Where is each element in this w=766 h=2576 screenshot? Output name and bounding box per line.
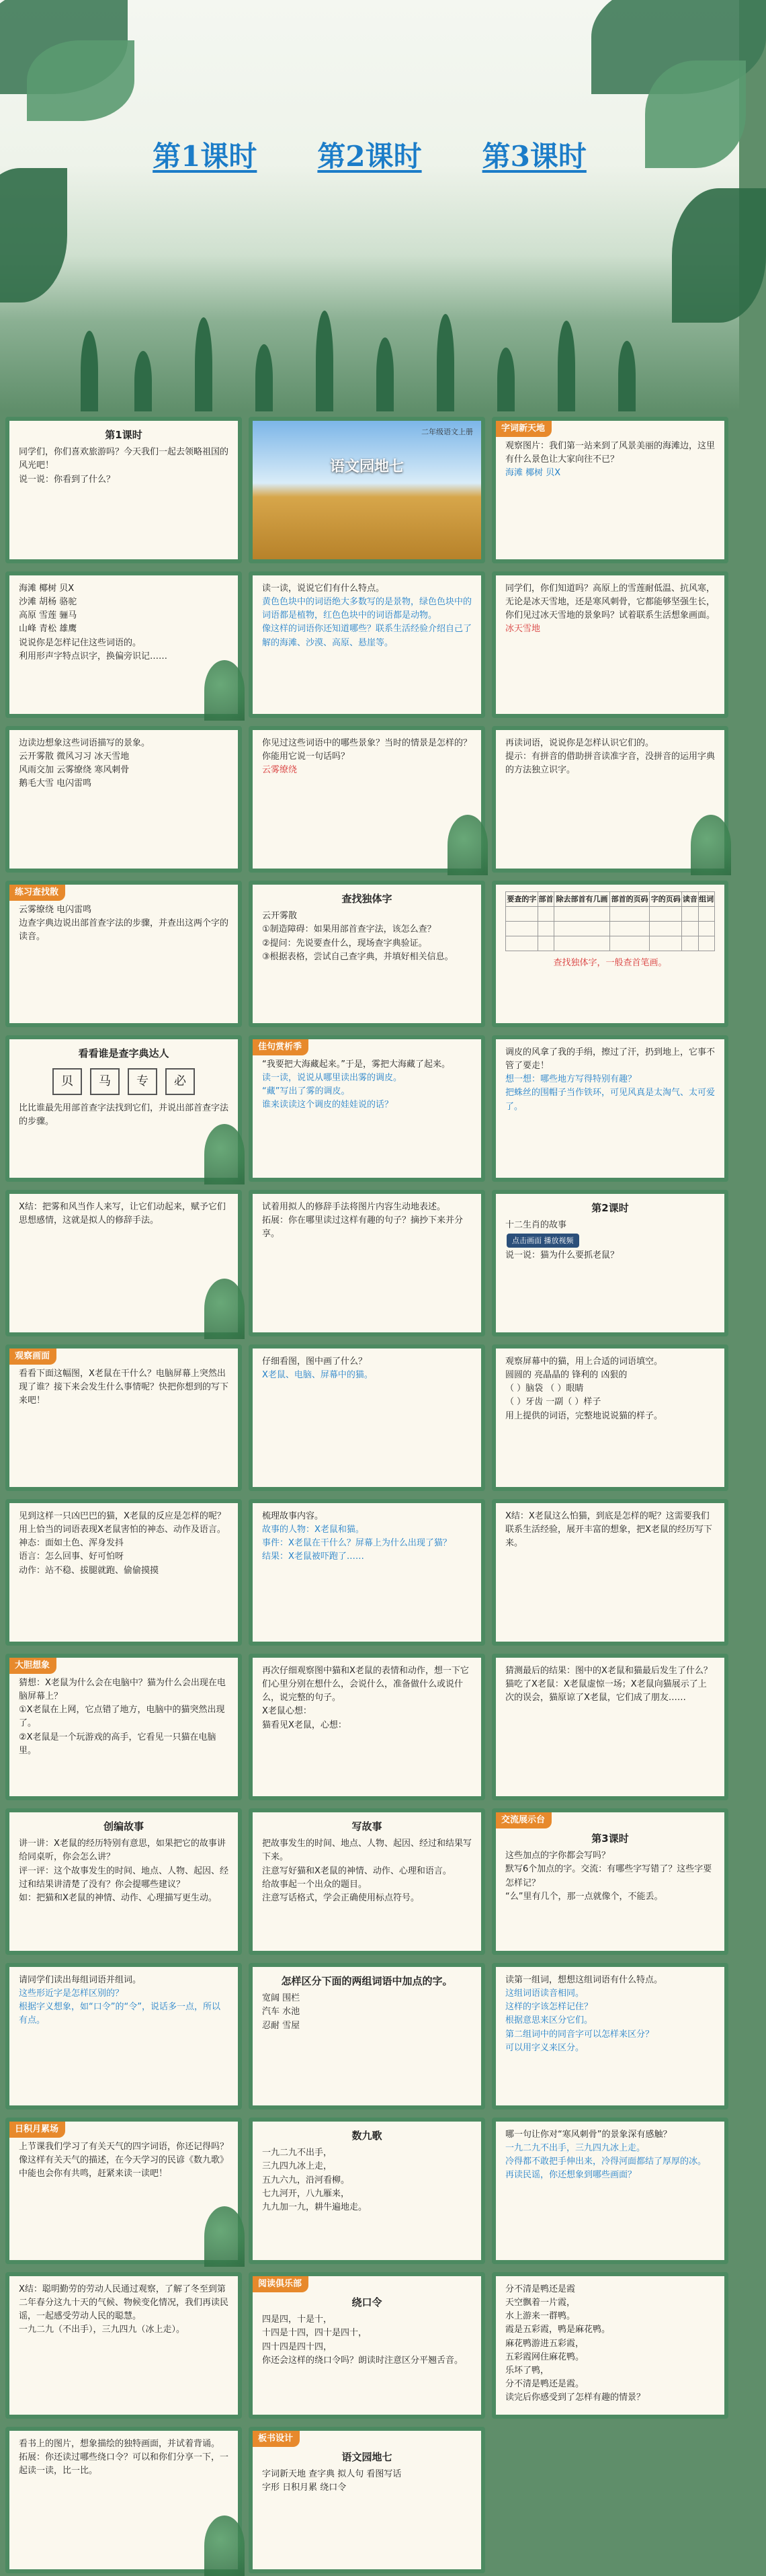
slide-text-line: 想一想：哪些地方写得特别有趣？ [505,1074,637,1085]
slide-body [262,1510,472,1564]
slide-thumbnail[interactable] [5,1654,242,1800]
slide-section-tag: 大胆想象 [9,1658,56,1674]
slide-text-line: 猜想：X老鼠为什么会在电脑中？猫为什么会出现在电脑屏幕上？ [19,1678,226,1702]
lookup-table [505,891,715,951]
slide-thumbnail[interactable] [492,571,728,718]
slide-text-line: 边查字典边说出部首查字法的步骤，并查出这两个字的读音。 [19,918,229,942]
slide-text-line: 观察屏幕中的猫，用上合适的词语填空。 [505,1357,663,1367]
grass-decoration [316,311,333,411]
slide-thumbnail[interactable] [5,2427,242,2573]
slide-text-line: 同学们，你们知道吗？高原上的雪莲耐低温、抗风寒，无论是冰天雪地，还是寒风刺骨，它都能够坚强生长，你们见过冰天雪地的景象吗？试着联系生活想象画面。 [505,583,716,621]
slide-thumbnail[interactable] [249,2272,485,2419]
slide-thumbnail[interactable] [5,1035,242,1182]
slide-title: 第2课时 [591,1202,629,1214]
slide-text-line: 你见过这些词语中的哪些景象？当时的情景是怎样的？你能用它说一句话吗？ [262,738,472,762]
slide-body [19,1510,228,1578]
slide-body [19,737,228,791]
slide-text-line: 字词新天地 查字典 拟人句 看图写话 [262,2469,402,2480]
plant-decoration [204,1124,245,1184]
table-cell[interactable] [609,936,649,951]
slide-text-line: 猫吃了X老鼠：X老鼠虚惊一场；X老鼠向猫展示了上次的误会，猫原谅了X老鼠，它们成了朋友…… [505,1679,707,1703]
slide-text-line: 冷得都不敢把手伸出来，冷得河面都结了厚厚的冰。 [505,2157,707,2167]
slide-body [19,2140,228,2181]
grass-decoration [195,317,212,411]
plant-decoration [204,1279,245,1339]
slide-text-line: 霞是五彩霞，鸭是麻花鸭。 [505,2325,611,2335]
slide-body [262,1819,472,1905]
slide-text-line: X结：把雾和风当作人来写，让它们动起来，赋予它们思想感情，这就是拟人的修辞手法。 [19,1202,226,1226]
table-cell[interactable] [698,936,714,951]
table-header-cell: 部首 [538,892,554,907]
leaf-decoration [0,168,67,303]
slide-text-line: 读一读，说说它们有什么特点。 [262,583,385,594]
slide-text-line: 边读边想象这些词语描写的景象。 [19,738,151,748]
slide-text-line: 猜测最后的结果：图中的X老鼠和猫最后发生了什么？ [505,1666,712,1676]
slide-text-line: （ ）牙齿 一副（ ）样子 [505,1397,601,1408]
slide-text-line: X老鼠、电脑、屏幕中的猫。 [262,1370,373,1381]
plant-decoration [204,2515,245,2576]
slide-text-line: 读第一组词，想想这组词语有什么特点。 [505,1975,663,1985]
slide-thumbnail[interactable] [249,2427,485,2573]
slide-title: 语文园地七 [329,458,404,475]
slide-text-line: 云开雾散 微风习习 冰天雪地 [19,752,130,762]
slide-text-line: ①制造障碍：如果用部首查字法，该怎么查？ [262,924,436,935]
table-cell[interactable] [682,907,698,922]
slide-thumbnail[interactable] [5,1344,242,1491]
slide-text-line: 一九二九（不出手），三九四九（冰上走）。 [19,2325,185,2335]
slide-text-line: 评一评：这个故事发生的时间、地点、人物、起因、经过和结果讲清楚了没有？你会提哪些建议？ [19,1865,229,1890]
slide-text-line: 上节课我们学习了有关天气的四字词语，你还记得吗？像这样有关天气的描述，在今天学习的民谚《数九歌》中能也会你有共鸣，赶紧来读一读吧！ [19,2142,229,2179]
slide-text-line: 四是四，十是十， [262,2315,333,2325]
slide-text-line: 三九四九冰上走， [262,2161,333,2172]
slide-body [262,1355,472,1382]
slide-body [505,1831,715,1904]
slide-thumbnail[interactable] [249,1963,485,2109]
slide-body [19,903,228,944]
plant-decoration [691,815,731,875]
table-header-cell: 要查的字 [506,892,538,907]
slide-text-line: 鹅毛大雪 电闪雷鸣 [19,778,92,789]
slide-text-line: 拓展：你还读过哪些绕口令？可以和你们分享一下，一起读一读，比一比。 [19,2452,229,2477]
slide-text-line: 事件：X老鼠在干什么？屏幕上为什么出现了猫？ [262,1538,452,1549]
slide-section-tag: 字词新天地 [496,421,552,437]
slide-text-line: “么”里有几个，那一点就像个，不能丢。 [505,1891,663,1902]
slide-thumbnail[interactable] [5,1808,242,1955]
slide-text-line: 注意写好猫和X老鼠的神情、动作、心理和语言。 [262,1865,452,1876]
slide-title: 查找独体字 [341,893,392,905]
grass-decoration [618,341,636,411]
slide-text-line: 猫看见X老鼠，心想： [262,1720,347,1730]
table-cell[interactable] [650,907,682,922]
slide-text-line: X老鼠心想： [262,1706,312,1717]
slide-text-line: 根据意思来区分它们。 [505,2015,593,2026]
slide-text-line: 一九二九不出手， [262,2148,333,2159]
slide-thumbnail[interactable] [492,1035,728,1182]
slide-text-line: 读一读，说说从哪里读出雾的调皮。 [262,1073,402,1084]
slide-text-line: 十二生肖的故事 [505,1220,567,1231]
slide-text-line: 沙滩 胡杨 骆驼 [19,597,77,608]
slide-text-line: 云开雾散 [262,911,298,922]
grass-decoration [437,314,454,411]
slide-text-line: 你还会这样的绕口令吗？朗读时注意区分平翘舌音。 [262,2355,464,2366]
slide-text-line: 十四是十四，四十是四十， [262,2328,368,2339]
slide-text-line: 一九二九不出手，三九四九冰上走。 [505,2143,646,2154]
slide-thumbnail[interactable] [5,726,242,873]
slide-text-line: 利用形声字特点识字，换偏旁识记…… [19,651,168,661]
slide-text-line: 分不清是鸭还是霞 [505,2284,576,2294]
slide-text-line: 读完后你感受到了怎样有趣的情景？ [505,2392,646,2403]
slide-body [262,1058,472,1113]
slide-text-line: 给故事起一个出众的题目。 [262,1879,368,1890]
slide-text-line: 把故事发生的时间、地点、人物、起因、经过和结果写下来。 [262,1839,472,1863]
slide-text-line: 注意写话格式，学会正确使用标点符号。 [262,1892,420,1903]
slide-thumbnail[interactable] [5,1190,242,1336]
slide-text-line: 见到这样一只凶巴巴的猫，X老鼠的反应是怎样的呢？用上恰当的词语表现X老鼠害怕的神态、动作及语言。 [19,1511,226,1535]
slide-section-tag: 观察画面 [9,1349,56,1365]
slide-text-line: 梳理故事内容。 [262,1511,324,1521]
slide-text-line: 语言：怎么回事、好可怕呀 [19,1552,124,1562]
slide-title: 第3课时 [591,1833,629,1845]
slide-thumbnail[interactable] [249,1344,485,1491]
slide-body [19,1201,228,1227]
slide-thumbnail[interactable] [492,1808,728,1955]
slide-text-line: 风雨交加 云雾缭绕 寒风刺骨 [19,765,130,776]
table-header-cell: 组词 [698,892,714,907]
table-cell[interactable] [650,922,682,936]
slide-section-tag: 练习查找散 [9,885,65,901]
slide-text-line: 忍耐 雪屋 [262,2020,300,2031]
slide-text-line: 看书上的图片，想象描绘的独特画面，并试着背诵。 [19,2439,220,2449]
slide-title: 数九歌 [351,2130,382,2142]
slide-title: 怎样区分下面的两组词语中加点的字。 [281,1975,453,1987]
grass-decoration [255,344,273,411]
slide-text-line: 字形 日积月累 绕口令 [262,2483,347,2493]
grass-decoration [376,337,394,411]
slide-text-line: 结果：X老鼠被吓跑了…… [262,1552,364,1562]
table-header-cell: 读音 [682,892,698,907]
slide-text-line: 天空飘着一片霞， [505,2298,576,2308]
slide-body [19,1974,228,2028]
leaf-decoration [672,188,766,323]
table-cell[interactable] [506,922,538,936]
slide-text-line: 这些形近字是怎样区别的？ [19,1988,124,1999]
slide-body [19,1046,228,1129]
slide-body [505,2128,715,2183]
slide-body [19,1819,228,1905]
slide-body [19,582,228,663]
slide-section-tag: 交流展示台 [496,1812,552,1828]
slide-body [505,2283,715,2405]
slide-text-line: ②X老鼠是一个玩游戏的高手，它看见一只猫在电脑里。 [19,1732,216,1756]
slide-text-line: 如：把猫和X老鼠的神情、动作、心理描写更生动。 [19,1892,217,1903]
slide-subtitle: 二年级语文上册 [421,428,473,436]
slide-text-line: 四十四是四十四， [262,2341,333,2352]
slide-body [505,1355,715,1423]
plant-decoration [448,815,488,875]
slide-text-line: 海滩 椰树 贝X [505,468,561,479]
slide-thumbnail[interactable] [492,1654,728,1800]
slide-text-line: 这组词语读音相同。 [505,1988,585,1999]
slide-thumbnail[interactable] [492,1190,728,1336]
slide-body [262,891,472,964]
lesson-nav [0,134,739,175]
slide-text-line: 故事的人物：X老鼠和猫。 [262,1525,364,1535]
slide-body [505,1974,715,2055]
slide-thumbnail[interactable] [249,1190,485,1336]
slide-text-line: 水上游来一群鸭。 [505,2311,576,2322]
slide-text-line: 可以用字义来区分。 [505,2042,585,2053]
slide-body [262,737,472,777]
slide-body [262,1664,472,1732]
header-banner [0,0,739,411]
leaf-decoration [27,40,134,121]
table-cell[interactable] [538,936,554,951]
slide-text-line: 分不清是鸭还是霞。 [505,2378,585,2389]
slide-text-line: 根据字义想象，如“口令”的“令”，说话多一点，所以有点。 [19,2002,220,2026]
slide-body [505,891,715,970]
character-box: 贝 [52,1068,82,1095]
slide-text-line: 汽车 水池 [262,2007,300,2017]
slide-thumbnail[interactable] [5,2272,242,2419]
slide-title: 绕口令 [351,2296,382,2308]
slide-text-line: X结：聪明勤劳的劳动人民通过观察，了解了冬至到第二年春分这九十天的气候、物候变化情况，我们再读民谣，一起感受劳动人民的聪慧。 [19,2284,229,2322]
table-cell[interactable] [554,907,610,922]
slide-body [19,2283,228,2337]
grass-decoration [81,331,98,411]
slide-thumbnail[interactable] [492,2272,728,2419]
table-cell[interactable] [538,922,554,936]
slide-body [262,2295,472,2368]
slide-text-line: 再读词语，说说你是怎样认识它们的。 [505,738,654,748]
slide-section-tag: 佳句赏析季 [253,1039,308,1055]
slide-text-line: 试着用拟人的修辞手法将图片内容生动地表述。 [262,1202,446,1212]
slide-thumbnail[interactable] [492,1344,728,1491]
slide-body [262,2450,472,2495]
slide-body [262,1974,472,2033]
slide-text-line: 讲一讲：X老鼠的经历特别有意思，如果把它的故事讲给同桌听，你会怎么讲？ [19,1839,226,1863]
slide-thumbnail[interactable] [492,2118,728,2264]
slide-thumbnail[interactable] [249,881,485,1027]
slide-text-line: 把蛛丝的围帽子当作铁环，可见风真是太淘气、太可爱了。 [505,1088,716,1112]
slide-text-line: 拓展：你在哪里读过这样有趣的句子？摘抄下来并分享。 [262,1215,464,1240]
table-cell[interactable] [698,922,714,936]
slide-thumbnail[interactable] [249,2118,485,2264]
table-cell[interactable] [682,936,698,951]
table-header-cell: 部首的页码 [609,892,649,907]
slide-thumbnail[interactable] [5,1499,242,1646]
slide-text-line: 哪一句让你对“寒风刺骨”的景象深有感触？ [505,2130,672,2140]
slide-text-line: 谁来读读这个调皮的娃娃说的话？ [262,1100,394,1111]
character-box: 必 [165,1068,195,1095]
slide-thumbnail[interactable] [492,417,728,563]
slide-text-line: 云雾缭绕 电闪雷鸣 [19,905,92,915]
slide-body [19,1677,228,1758]
slide-text-line: 麻花鸭游进五彩霞， [505,2338,585,2349]
slide-title: 写故事 [351,1820,382,1833]
lesson-link-1[interactable]: 第1课时 [153,140,257,173]
slide-text-line: “藏”写出了雾的调皮。 [262,1086,350,1097]
slide-body [505,737,715,777]
slide-text-line: ③根据表格，尝试自己查字典，并填好相关信息。 [262,951,454,962]
slide-text-line: 黄色色块中的词语绝大多数写的是景物，绿色色块中的词语都是植物，红色色块中的词语都是动物。 [262,597,472,621]
table-cell[interactable] [506,936,538,951]
slide-text-line: 圆圆的 亮晶晶的 锋利的 凶狠的 [505,1370,628,1381]
slide-body [505,1510,715,1550]
table-cell[interactable] [698,907,714,922]
slide-body [505,1664,715,1705]
slide-title: 第1课时 [105,429,142,441]
slide-thumbnail[interactable] [492,881,728,1027]
slide-text-line: 神态：面如土色、浑身发抖 [19,1538,124,1549]
slide-body [505,1046,715,1114]
slide-body [262,1201,472,1241]
slide-body [505,440,715,480]
slide-text-line: 高原 雪莲 骊马 [19,610,77,621]
slide-body [505,582,715,637]
slide-text-line: 五九六九，沿河看柳。 [262,2175,350,2185]
slide-text-line: 第二组词中的同音字可以怎样来区分？ [505,2029,654,2040]
table-cell[interactable] [554,936,610,951]
table-cell[interactable] [506,907,538,922]
slide-title: 看看谁是查字典达人 [78,1047,169,1059]
character-box: 马 [90,1068,120,1095]
slide-body [19,2438,228,2478]
slide-thumbnail[interactable] [249,1035,485,1182]
slide-thumbnail[interactable] [492,1499,728,1646]
slide-text-line: 仔细看图，图中画了什么？ [262,1357,368,1367]
slide-text-line: 比比谁最先用部首查字法找到它们，并说出部首查字法的步骤。 [19,1103,229,1127]
slide-section-tag: 阅读俱乐部 [253,2276,308,2292]
slide-thumbnail[interactable] [5,2118,242,2264]
slide-section-tag: 日积月累场 [9,2122,65,2138]
slide-text-line: 像这样的词语你还知道哪些？联系生活经验介绍自己了解的海滩、沙漠、高原、悬崖等。 [262,624,472,648]
slide-body [262,2128,472,2214]
slide-text-line: 调皮的风拿了我的手绢，擦过了汗，扔到地上，它事不管了要走！ [505,1047,716,1072]
slide-text-line: ①X老鼠在上网，它点错了地方，电脑中的猫突然出现了。 [19,1705,225,1729]
slide-thumbnail[interactable] [249,1654,485,1800]
slide-thumbnail[interactable] [492,1963,728,2109]
slide-text-line: “我要把大海藏起来。”于是，雾把大海藏了起来。 [262,1059,450,1070]
slide-text-line: 这些加点的字你都会写吗？ [505,1851,611,1861]
slide-grid [0,417,739,2573]
slide-body [262,582,472,650]
slide-text-line: 宽阔 围栏 [262,1993,300,2004]
slide-text-line: 五彩霞网住麻花鸭。 [505,2351,585,2362]
slide-section-tag: 板书设计 [253,2431,300,2447]
grass-decoration [134,351,152,411]
slide-thumbnail[interactable] [249,417,485,563]
slide-body [505,1201,715,1263]
lesson-link-3[interactable]: 第3课时 [482,140,587,173]
table-cell[interactable] [538,907,554,922]
slide-text-line: 山峰 青松 雄鹰 [19,624,77,635]
slide-text-line: 观察图片：我们第一站来到了风景美丽的海滩边，这里有什么景色让大家向往不已？ [505,441,716,465]
plant-decoration [204,660,245,721]
slide-text-line: 查找独体字，一般查首笔画。 [553,958,667,968]
slide-body [19,1367,228,1408]
slide-text-line: 海滩 椰树 贝X [19,583,75,594]
grass-decoration [558,321,575,411]
table-header-cell: 除去部首有几画 [554,892,610,907]
slide-text-line: 说说你是怎样记住这些词语的。 [19,637,142,648]
table-cell[interactable] [682,922,698,936]
slide-text-line: 说一说：猫为什么要抓老鼠？ [505,1250,620,1261]
slide-text-line: 看看下面这幅图，X老鼠在干什么？电脑屏幕上突然出现了谁？接下来会发生什么事情呢？快把你想到的写下来吧！ [19,1369,229,1406]
slide-text-line: 动作：站不稳、拔腿就跑、偷偷摸摸 [19,1565,159,1576]
slide-thumbnail[interactable] [249,571,485,718]
slide-body [19,428,228,487]
character-boxes [19,1068,228,1095]
slide-thumbnail[interactable] [5,417,242,563]
slide-text-line: 说一说：你看到了什么？ [19,474,116,485]
slide-text-line: 默写6个加点的字。交流：有哪些字写错了？这些字要怎样记？ [505,1864,712,1888]
slide-text-line: 再次仔细观察图中猫和X老鼠的表情和动作，想一下它们心里分别在想什么，会说什么，准备做什么或说什么，说完整的句子。 [262,1666,469,1703]
slide-text-line: 云雾缭绕 [262,765,298,776]
slide-thumbnail[interactable] [249,1808,485,1955]
table-header-cell: 字的页码 [650,892,682,907]
slide-text-line: X结：X老鼠这么怕猫，到底是怎样的呢？这需要我们联系生活经验，展开丰富的想象，把X老鼠的经历写下来。 [505,1511,712,1549]
slide-text-line: 九九加一九，耕牛遍地走。 [262,2202,368,2212]
table-cell[interactable] [609,907,649,922]
slide-thumbnail[interactable] [5,571,242,718]
character-box: 专 [128,1068,157,1095]
slide-text-line: 乐坏了鸭， [505,2365,550,2376]
slide-thumbnail[interactable] [249,726,485,873]
slide-title: 创编故事 [103,1820,144,1833]
slide-text-line: 提示：有拼音的借助拼音读准字音，没拼音的运用字典的方法独立识字。 [505,752,716,776]
slide-thumbnail[interactable] [5,1963,242,2109]
slide-text-line: 冰天雪地 [505,624,541,635]
grass-decoration [497,348,515,411]
play-video-button[interactable]: 点击画面 播放视频 [507,1234,579,1248]
slide-text-line: 七九河开，八九雁来， [262,2188,350,2199]
slide-text-line: 请同学们读出每组词语并组词。 [19,1975,142,1985]
table-cell[interactable] [650,936,682,951]
slide-text-line: 再读民谣，你还想象到哪些画面？ [505,2170,637,2181]
slide-text-line: （ ）脑袋 （ ）眼睛 [505,1383,584,1394]
slide-title: 语文园地七 [341,2451,392,2463]
slide-thumbnail[interactable] [492,726,728,873]
lesson-link-2[interactable]: 第2课时 [317,140,422,173]
slide-text-line: 用上提供的词语，完整地说说猫的样子。 [505,1410,663,1421]
plant-decoration [204,2206,245,2267]
table-cell[interactable] [554,922,610,936]
slide-thumbnail[interactable] [249,1499,485,1646]
slide-text-line: 同学们，你们喜欢旅游吗？今天我们一起去领略祖国的风光吧！ [19,447,229,471]
slide-text-line: 这样的字该怎样记住？ [505,2002,593,2013]
slide-thumbnail[interactable] [5,881,242,1027]
table-cell[interactable] [609,922,649,936]
slide-text-line: ②提问：先说要查什么，现场查字典验证。 [262,938,427,949]
